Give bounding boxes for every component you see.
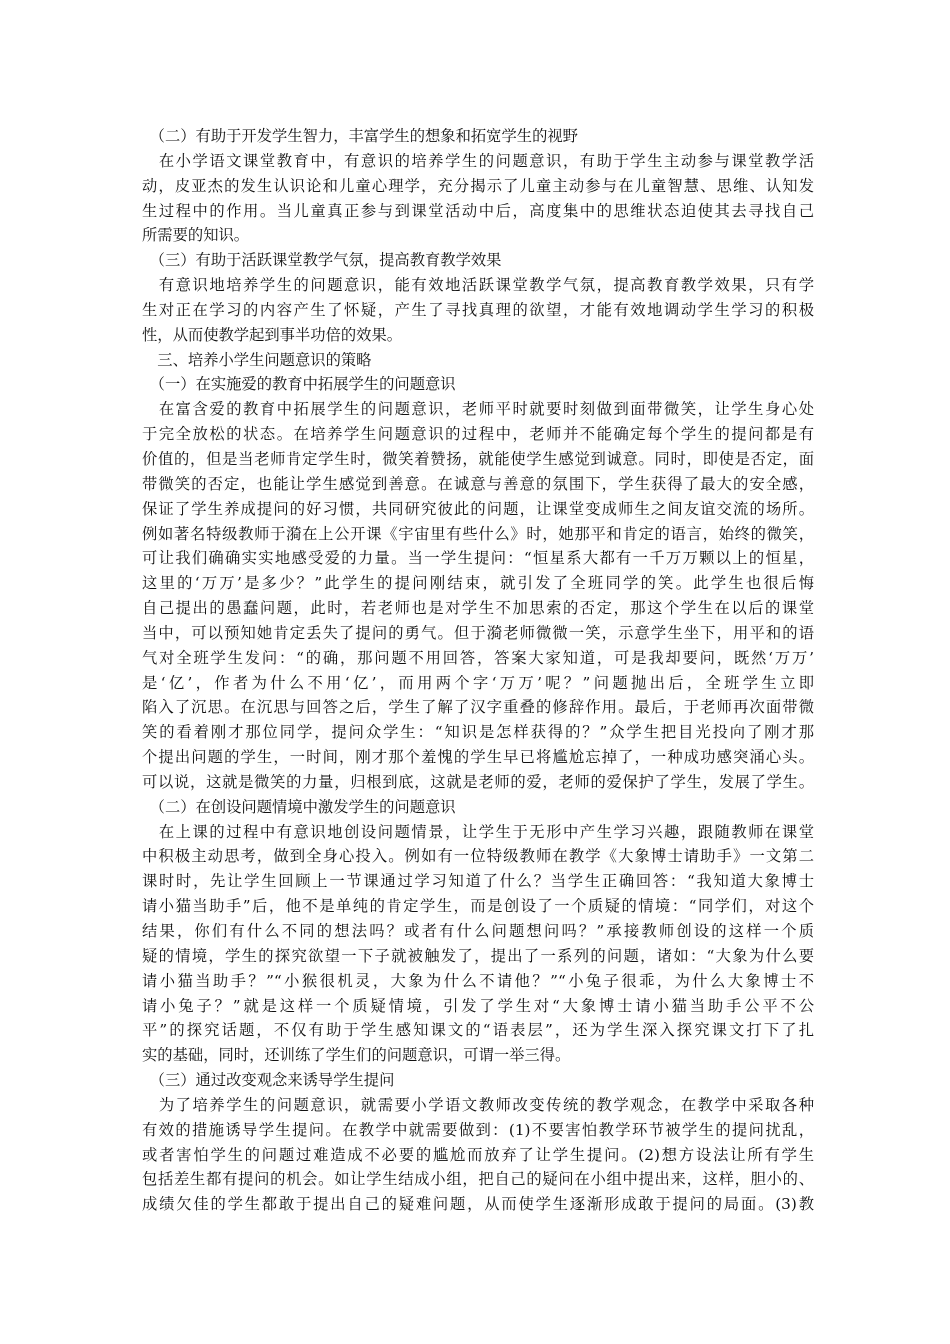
text-line: 请小猫当助手？”“小猴很机灵，大象为什么不请他？”“小兔子很乖，为什么大象博士不	[142, 971, 814, 990]
text-line: 个提出问题的学生，一时间，刚才那个羞愧的学生早已将尴尬忘掉了，一种成功感突涌心头。	[142, 748, 814, 767]
text-line: 成绩欠佳的学生都敢于提出自己的疑难问题，从而使学生逐渐形成敢于提问的局面。(3)教	[142, 1195, 814, 1214]
text-line: （三）有助于活跃课堂教学气氛，提高教育教学效果	[142, 251, 502, 270]
text-line: 三、培养小学生问题意识的策略	[142, 350, 372, 369]
text-line: 在富含爱的教育中拓展学生的问题意识，老师平时就要时刻做到面带微笑，让学生身心处	[142, 400, 814, 419]
text-line: 请小兔子？”就是这样一个质疑情境，引发了学生对“大象博士请小猫当助手公平不公	[142, 996, 814, 1015]
text-line: 在上课的过程中有意识地创设问题情景，让学生于无形中产生学习兴趣，跟随教师在课堂	[142, 822, 814, 841]
text-line: 保证了学生养成提问的好习惯，共同研究彼此的问题，让课堂变成师生之间友谊交流的场所。	[142, 499, 814, 518]
text-line: 带微笑的否定，也能让学生感觉到善意。在诚意与善意的氛围下，学生获得了最大的安全感，	[142, 474, 814, 493]
text-line: 这里的‘万万’是多少？”此学生的提问刚结束，就引发了全班同学的笑。此学生也很后悔	[142, 574, 814, 593]
text-line: （二）在创设问题情境中激发学生的问题意识	[142, 797, 456, 816]
text-line: 在小学语文课堂教育中，有意识的培养学生的问题意识，有助于学生主动参与课堂教学活	[142, 151, 814, 170]
text-line: 为了培养学生的问题意识，就需要小学语文教师改变传统的教学观念，在教学中采取各种	[142, 1095, 814, 1114]
text-line: 性，从而使教学起到事半功倍的效果。	[142, 325, 403, 344]
text-line: 生对正在学习的内容产生了怀疑，产生了寻找真理的欲望，才能有效地调动学生学习的积极	[142, 300, 814, 319]
text-line: 有效的措施诱导学生提问。在教学中就需要做到：(1)不要害怕教学环节被学生的提问扰乱，	[142, 1120, 814, 1139]
text-line: 于完全放松的状态。在培养学生问题意识的过程中，老师并不能确定每个学生的提问都是有	[142, 425, 814, 444]
text-line: 例如著名特级教师于漪在上公开课《宇宙里有些什么》时，她那平和肯定的语言，始终的微笑，	[142, 524, 814, 543]
text-line: 可让我们确确实实地感受爱的力量。当一学生提问：“恒星系大都有一千万万颗以上的恒星，	[142, 549, 814, 568]
text-line: 动，皮亚杰的发生认识论和儿童心理学，充分揭示了儿童主动参与在儿童智慧、思维、认知发	[142, 176, 814, 195]
text-line: 当中，可以预知她肯定丢失了提问的勇气。但于漪老师微微一笑，示意学生坐下，用平和的语	[142, 623, 814, 642]
text-line: （三）通过改变观念来诱导学生提问	[142, 1071, 395, 1090]
text-line: 有意识地培养学生的问题意识，能有效地活跃课堂教学气氛，提高教育教学效果，只有学	[142, 276, 814, 295]
text-line: 价值的，但是当老师肯定学生时，微笑着赞扬，就能使学生感觉到诚意。同时，即使是否定，面	[142, 449, 814, 468]
text-line: 中积极主动思考，做到全身心投入。例如有一位特级教师在教学《大象博士请助手》一文第二	[142, 847, 814, 866]
text-line: 陷入了沉思。在沉思与回答之后，学生了解了汉字重叠的修辞作用。最后，于老师再次面带微	[142, 698, 814, 717]
text-line: 疑的情境，学生的探究欲望一下子就被触发了，提出了一系列的问题，诸如：“大象为什么要	[142, 946, 814, 965]
text-line: 是‘亿’，作者为什么不用‘亿’，而用两个字‘万万’呢？”问题抛出后，全班学生立即	[142, 673, 814, 692]
document-body	[142, 124, 814, 1217]
text-line: 包括差生都有提问的机会。如让学生结成小组，把自己的疑问在小组中提出来，这样，胆小的、	[142, 1170, 814, 1189]
text-line: 笑的看着刚才那位同学，提问众学生：“知识是怎样获得的？”众学生把目光投向了刚才那	[142, 723, 814, 742]
text-line: 气对全班学生发问：“的确，那问题不用回答，答案大家知道，可是我却要问，既然‘万万’	[142, 648, 814, 667]
text-line: 课时时，先让学生回顾上一节课通过学习知道了什么？当学生正确回答：“我知道大象博士	[142, 872, 814, 891]
text-line: 实的基础，同时，还训练了学生们的问题意识，可谓一举三得。	[142, 1046, 571, 1065]
text-line: 所需要的知识。	[142, 226, 250, 245]
text-line: 平”的探究话题，不仅有助于学生感知课文的“语表层”，还为学生深入探究课文打下了扎	[142, 1021, 814, 1040]
text-line: （二）有助于开发学生智力，丰富学生的想象和拓宽学生的视野	[142, 127, 578, 145]
text-line: 请小猫当助手”后，他不是单纯的肯定学生，而是创设了一个质疑的情境：“同学们，对这个	[142, 897, 814, 916]
text-line: 生过程中的作用。当儿童真正参与到课堂活动中后，高度集中的思维状态迫使其去寻找自己	[142, 201, 814, 220]
text-line: 结果，你们有什么不同的想法吗？或者有什么问题想问吗？”承接教师创设的这样一个质	[142, 922, 814, 940]
text-line: （一）在实施爱的教育中拓展学生的问题意识	[142, 375, 456, 394]
text-line: 可以说，这就是微笑的力量，归根到底，这就是老师的爱，老师的爱保护了学生，发展了学生。	[142, 772, 814, 791]
text-line: 或者害怕学生的问题过难造成不必要的尴尬而放弃了让学生提问。(2)想方设法让所有学生	[142, 1145, 814, 1164]
text-line: 自己提出的愚蠢问题，此时，若老师也是对学生不加思索的否定，那这个学生在以后的课堂	[142, 599, 814, 618]
